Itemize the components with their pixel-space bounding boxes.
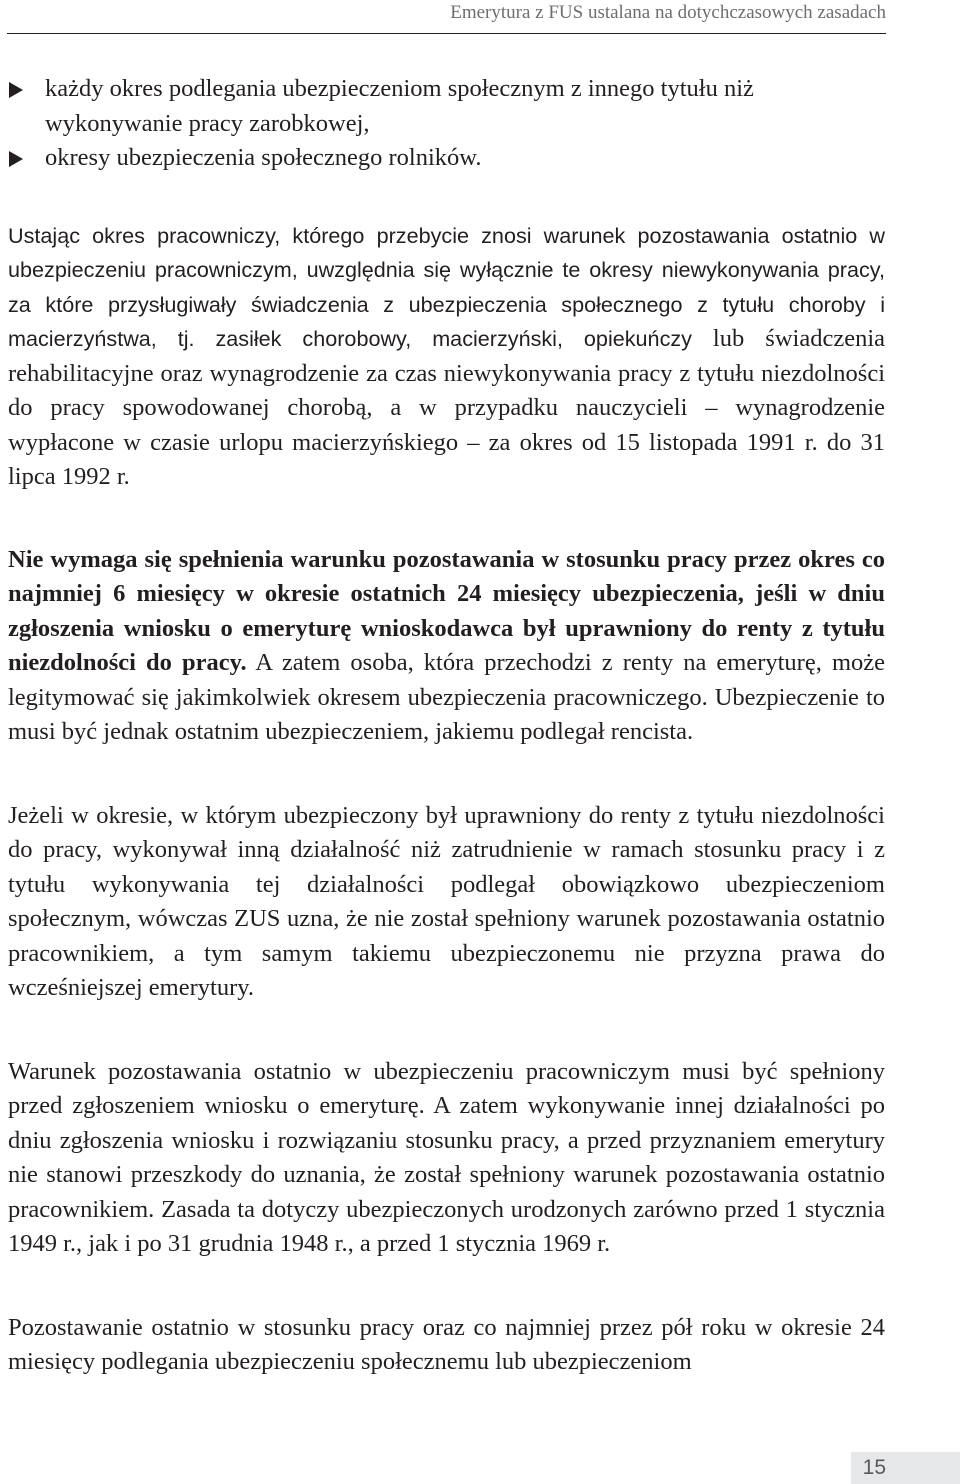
page-number: 15 [851, 1452, 960, 1484]
paragraph-bold-text: Nie wymaga się spełnienia warunku pozostawania w stosunku pracy przez okres co najmniej 6 miesięcy w okresie ostatnich 24 miesięcy ubezpieczenia, jeśli w dniu zgłoszenia wniosku o emeryturę wnioskodawca był uprawniony do renty z tytułu niezdolności do pracy. [8, 545, 885, 676]
bullet-item [8, 72, 885, 141]
paragraph-bold-lead [8, 543, 885, 750]
paragraph-sans-text: Ustając okres pracowniczy, którego przebycie znosi warunek pozostawania ostatnio w ubezpieczeniu pracowniczym, uwzględnia się wyłącznie te okresy niewykonywania pracy, za które przysługiwały świadczenia z ubezpieczenia społecznego z tytułu choroby i macierzyństwa, tj. zasiłek chorobowy, macierzyński, opiekuńczy [8, 222, 885, 351]
paragraph: Jeżeli w okresie, w którym ubezpieczony był uprawniony do renty z tytułu niezdolności do pracy, wykonywał inną działalność niż zatrudnienie w ramach stosunku pracy i z tytułu wykonywania tej działalności podlegał obowiązkowo ubezpieczeniom społecznym, wówczas ZUS uzna, że nie został spełniony warunek pozostawania ostatnio pracownikiem, a tym samym takiemu ubezpieczonemu nie przyzna prawa do wcześniejszej emerytury. [8, 801, 885, 1001]
paragraph-regular-text: A zatem osoba, która przechodzi z renty na emeryturę, może legitymować się jakimkolwiek okresem ubezpieczenia pracowniczego. Ubezpieczenie to musi być jednak ostatnim ubezpieczeniem, jakiemu podlegał rencista. [8, 649, 885, 745]
header-rule [7, 33, 886, 34]
paragraph-continuation: lub świadczenia rehabilitacyjne oraz wynagrodzenie za czas niewykonywania pracy z tytułu niezdolności do pracy spowodowanej chorobą, a w przypadku nauczycieli – wynagrodzenie wypłacone w czasie urlopu macierzyńskiego – za okres od 15 listopada 1991 r. do 31 lipca 1992 r. [8, 325, 885, 490]
bullet-item [8, 141, 885, 176]
bullet-list [8, 72, 885, 176]
page-content [8, 72, 885, 1380]
paragraph-sans [8, 219, 885, 495]
paragraph: Pozostawanie ostatnio w stosunku pracy oraz co najmniej przez pół roku w okresie 24 miesięcy podlegania ubezpieczeniu społecznemu lub ubezpieczeniom [8, 1313, 885, 1375]
bullet-text: okresy ubezpieczenia społecznego rolników. [45, 144, 482, 171]
bullet-text: każdy okres podlegania ubezpieczeniom społecznym z innego tytułu niż wykonywanie pracy zarobkowej, [45, 75, 754, 137]
triangle-bullet-icon [9, 151, 23, 167]
paragraph: Warunek pozostawania ostatnio w ubezpieczeniu pracowniczym musi być spełniony przed zgłoszeniem wniosku o emeryturę. A zatem wykonywanie innej działalności po dniu zgłoszenia wniosku i rozwiązaniu stosunku pracy, a przed przyznaniem emerytury nie stanowi przeszkody do uznania, że został spełniony warunek pozostawania ostatnio pracownikiem. Zasada ta dotyczy ubezpieczonych urodzonych zarówno przed 1 stycznia 1949 r., jak i po 31 grudnia 1948 r., a przed 1 stycznia 1969 r. [8, 1057, 885, 1257]
running-header: Emerytura z FUS ustalana na dotychczasowych zasadach [450, 2, 886, 23]
triangle-bullet-icon [9, 82, 23, 98]
